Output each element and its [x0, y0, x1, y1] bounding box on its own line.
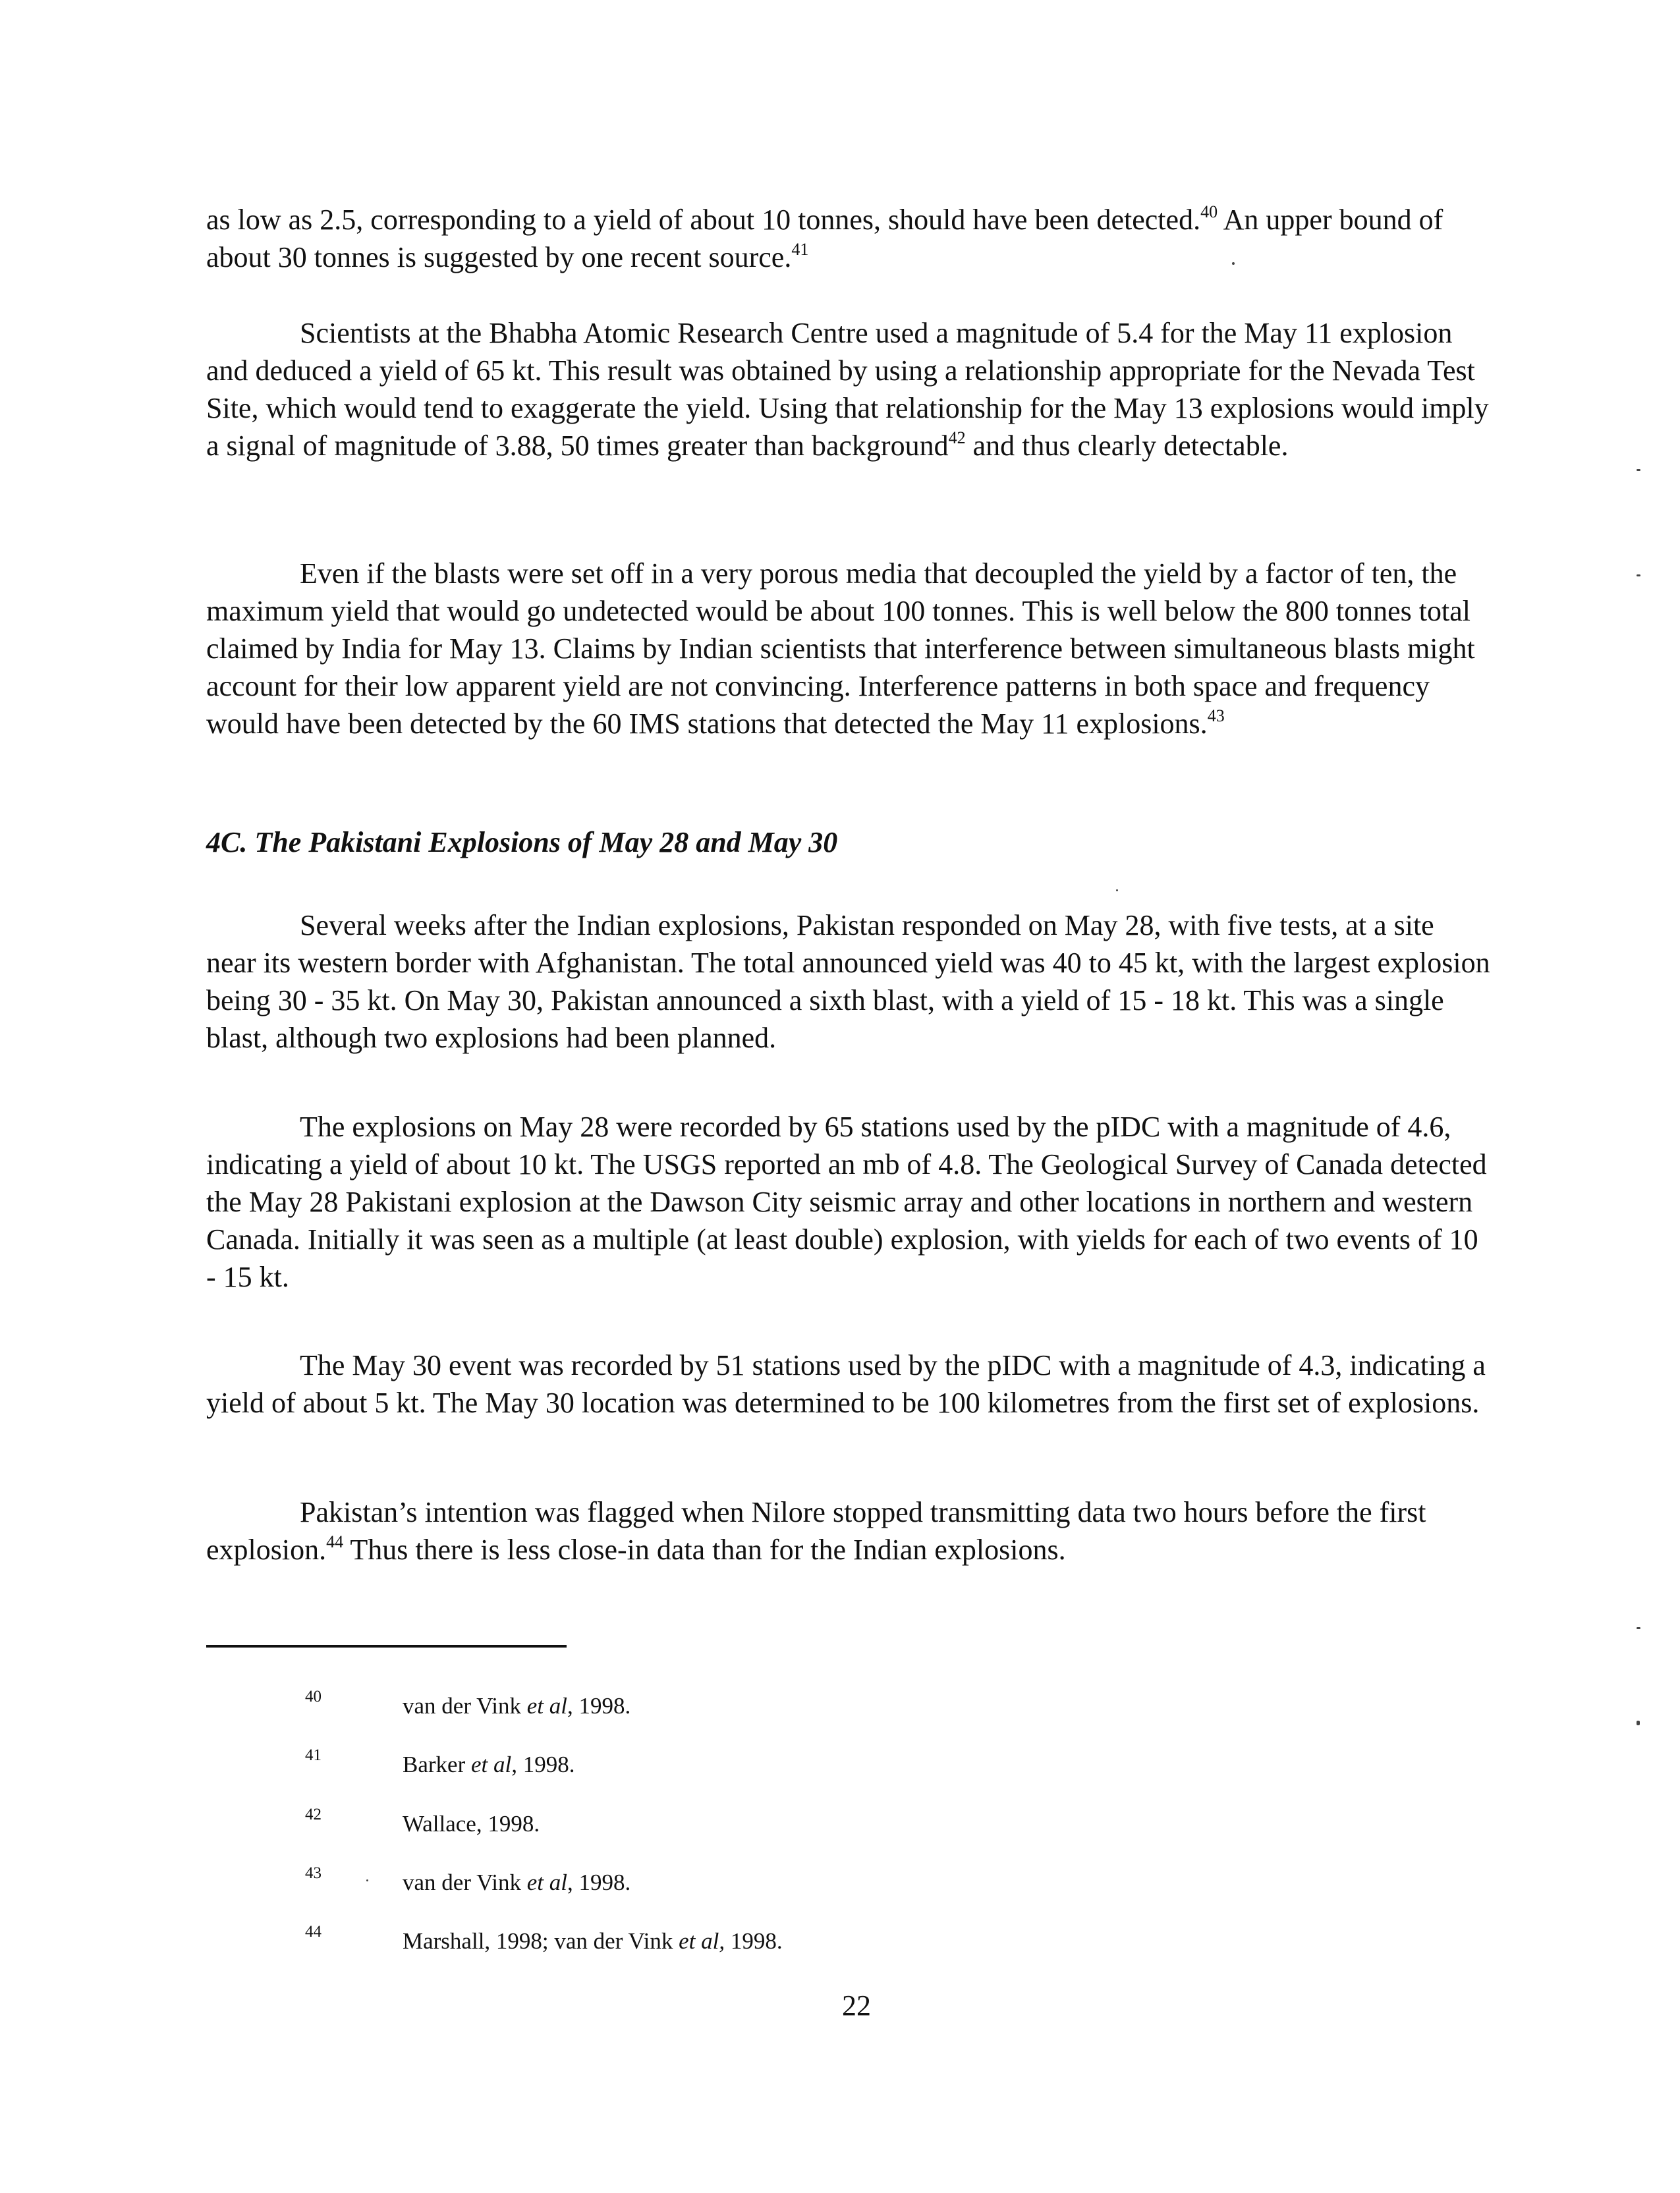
scan-speck — [1637, 1721, 1640, 1725]
footnote-number: 42 — [305, 1806, 322, 1823]
footnote-number: 40 — [305, 1688, 322, 1706]
paragraph-text: Several weeks after the Indian explosions, Pakistan responded on May 28, with five tests, at a site near its western border with Afghanistan. The total announced yield was 40 to 45 kt, with the largest explosion being 30 - 35 kt. On May 30, Pakistan announced a sixth blast, with a yield of 15 - 18 kt. This was a single blast, although two explosions had been planned. — [206, 909, 1490, 1054]
footnote-citation — [403, 1809, 540, 1839]
footnote-year: , 1998. — [567, 1693, 631, 1719]
paragraph-barc-yield — [206, 314, 1491, 464]
footnote-number: 41 — [305, 1746, 322, 1764]
footnote-marker: 41 — [791, 240, 809, 259]
footnote-marker: 40 — [1200, 202, 1218, 221]
footnote-et-al: et al, — [679, 1928, 725, 1954]
scan-speck — [1637, 574, 1640, 576]
paragraph — [206, 201, 1491, 276]
footnote-separator — [206, 1645, 567, 1648]
footnote-marker: 42 — [948, 428, 966, 447]
paragraph — [206, 555, 1491, 742]
footnote-year: 1998. — [725, 1928, 783, 1954]
paragraph-text: Pakistan’s intention was flagged when Nilore stopped transmitting data two hours before the first explosion. — [206, 1496, 1426, 1566]
footnote-author: Barker — [403, 1752, 471, 1777]
footnote-author: van der Vink — [403, 1693, 527, 1719]
paragraph-text: Thus there is less close-in data than for the Indian explosions. — [343, 1534, 1066, 1566]
footnote-marker: 44 — [326, 1532, 344, 1551]
paragraph — [206, 1108, 1491, 1296]
paragraph-may30-event — [206, 1346, 1491, 1422]
paragraph-text: and thus clearly detectable. — [965, 430, 1289, 462]
footnote-author: van der Vink — [403, 1870, 527, 1895]
footnote-number: 43 — [305, 1864, 322, 1882]
footnote-citation — [403, 1691, 630, 1721]
footnote-author: Marshall, 1998; van der Vink — [403, 1928, 679, 1954]
footnote-citation — [403, 1926, 783, 1956]
paragraph-text: The May 30 event was recorded by 51 stations used by the pIDC with a magnitude of 4.3, indicating a yield of about 5 kt. The May 30 location was determined to be 100 kilometres from the first set of explosions. — [206, 1349, 1486, 1419]
paragraph — [206, 906, 1491, 1057]
footnote-citation — [403, 1750, 574, 1779]
footnote-year: 1998. — [517, 1752, 575, 1777]
scan-speck — [1116, 889, 1118, 891]
footnote-citation — [403, 1868, 630, 1897]
footnote-author: Wallace, 1998. — [403, 1811, 540, 1837]
footnote-et-al: et al — [526, 1693, 567, 1719]
paragraph — [206, 1493, 1491, 1568]
footnote-year: , 1998. — [567, 1870, 631, 1895]
paragraph — [206, 1346, 1491, 1422]
footnote-number: 44 — [305, 1923, 322, 1941]
footnote-et-al: et al, — [470, 1752, 517, 1777]
paragraph-decoupling — [206, 555, 1491, 742]
scan-speck — [366, 1879, 368, 1881]
page-number: 22 — [842, 1989, 871, 2022]
scan-speck — [1637, 1627, 1640, 1629]
paragraph-text: Even if the blasts were set off in a very porous media that decoupled the yield by a factor of ten, the maximum yield that would go undetected would be about 100 tonnes. This is well below the 800 tonnes total claimed by India for May 13. Claims by Indian scientists that interference between simultaneous blasts might account for their low apparent yield are not convincing. Interference patterns in both space and frequency would have been detected by the 60 IMS stations that detected the May 11 explosions. — [206, 557, 1475, 740]
paragraph-text: as low as 2.5, corresponding to a yield of about 10 tonnes, should have been detected. — [206, 204, 1201, 236]
scan-speck — [1637, 469, 1640, 471]
paragraph-text: An upper bound of about 30 tonnes is suggested by one recent source. — [206, 204, 1443, 273]
footnote-et-al: et al — [526, 1870, 567, 1895]
footnote-marker: 43 — [1207, 706, 1225, 725]
paragraph-pakistan-response — [206, 906, 1491, 1057]
paragraph-may28-recording — [206, 1108, 1491, 1296]
paragraph-continuation — [206, 201, 1491, 276]
paragraph-text: The explosions on May 28 were recorded by 65 stations used by the pIDC with a magnitude of 4.6, indicating a yield of about 10 kt. The USGS reported an mb of 4.8. The Geological Survey of Canada detected the May 28 Pakistani explosion at the Dawson City seismic array and other locations in northern and western Canada. Initially it was seen as a multiple (at least double) explosion, with yields for each of two events of 10 - 15 kt. — [206, 1111, 1487, 1293]
scan-speck — [1232, 262, 1235, 265]
paragraph-nilore — [206, 1493, 1491, 1568]
paragraph — [206, 314, 1491, 464]
paragraph-text: Scientists at the Bhabha Atomic Research Centre used a magnitude of 5.4 for the May 11 explosion and deduced a yield of 65 kt. This result was obtained by using a relationship appropriate for the Nevada Test Site, which would tend to exaggerate the yield. Using that relationship for the May 13 explosions would imply a signal of magnitude of 3.88, 50 times greater than background — [206, 317, 1489, 462]
section-heading: 4C. The Pakistani Explosions of May 28 and May 30 — [206, 826, 838, 858]
